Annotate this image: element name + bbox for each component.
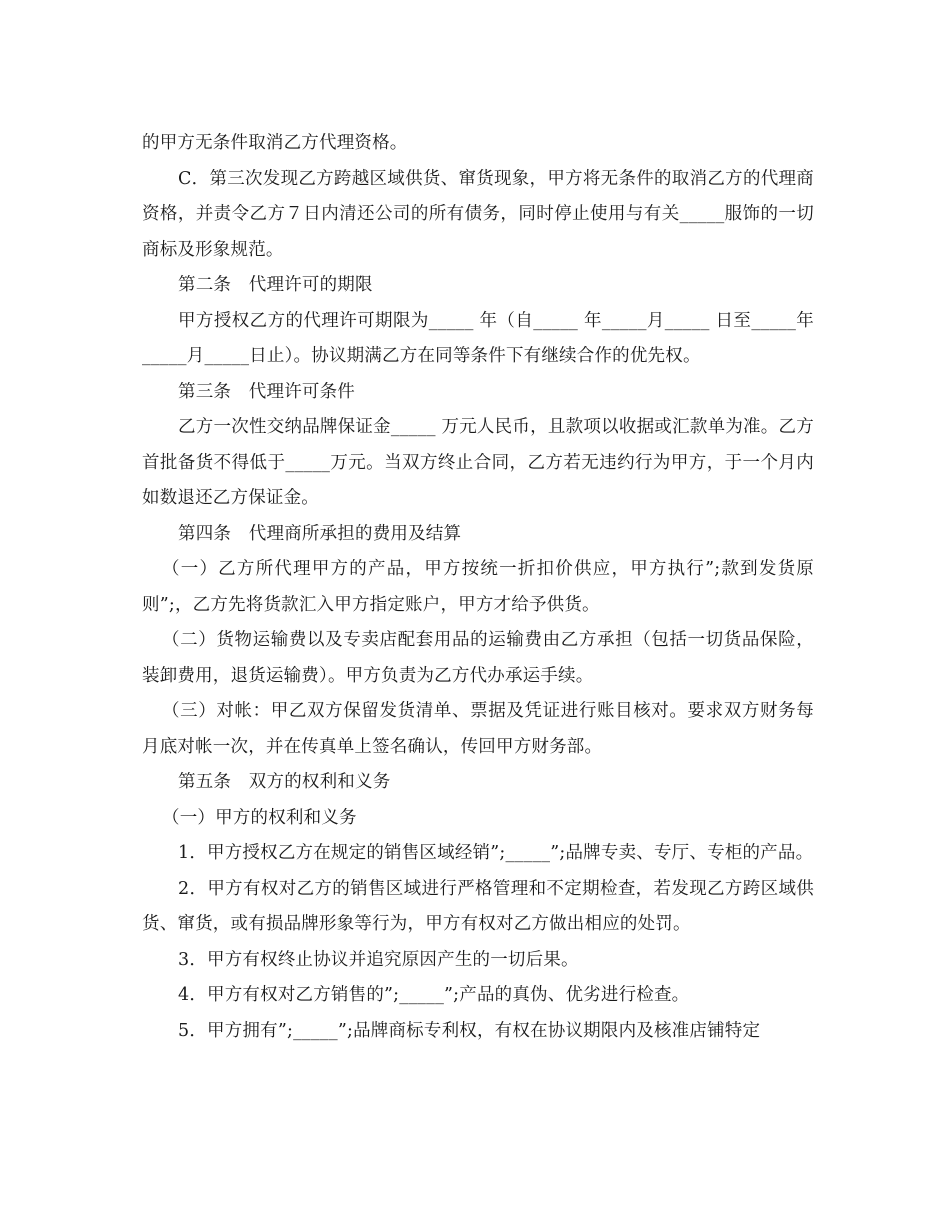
article-5-heading: 第五条 双方的权利和义务 [178, 772, 391, 792]
document-body [142, 126, 814, 1049]
paragraph-license-conditions: 乙方一次性交纳品牌保证金_____ 万元人民币，且款项以收据或汇款单为准。乙方首批备货不得低于_____万元。当双方终止合同，乙方若无违约行为甲方，于一个月内如数退还乙方保证金。 [142, 417, 814, 508]
list-item-1: 1．甲方授权乙方在规定的销售区域经销”;_____”;品牌专卖、专厅、专柜的产品。 [178, 843, 814, 863]
section-party-a-heading: （一）甲方的权利和义务 [162, 807, 357, 828]
list-item-4: 4．甲方有权对乙方销售的”;_____”;产品的真伪、优劣进行检查。 [178, 985, 690, 1005]
paragraph-clause-c: C．第三次发现乙方跨越区域供货、窜货现象，甲方将无条件的取消乙方的代理商资格，并责令乙方７日内清还公司的所有债务，同时停止使用与有关_____服饰的一切商标及形象规范。 [142, 168, 814, 260]
list-item-3: 3．甲方有权终止协议并追究原因产生的一切后果。 [178, 949, 579, 970]
list-item-5: 5．甲方拥有”;_____”;品牌商标专利权，有权在协议期限内及核准店铺特定 [178, 1020, 761, 1041]
paragraph-license-term: 甲方授权乙方的代理许可期限为_____ 年（自_____ 年_____月_____ 日至_____年_____月_____日止）。协议期满乙方在同等条件下有继续合作的优先权。 [142, 310, 814, 366]
paragraph-item-1: （一）乙方所代理甲方的产品，甲方按统一折扣价供应，甲方执行”;款到发货原则”;，乙方先将货款汇入甲方指定账户，甲方才给予供货。 [142, 559, 814, 615]
list-item-2: 2．甲方有权对乙方的销售区域进行严格管理和不定期检查，若发现乙方跨区域供货、窜货，或有损品牌形象等行为，甲方有权对乙方做出相应的处罚。 [142, 878, 814, 934]
article-4-heading: 第四条 代理商所承担的费用及结算 [178, 523, 462, 544]
paragraph-continuation: 的甲方无条件取消乙方代理资格。 [142, 133, 408, 153]
article-3-heading: 第三条 代理许可条件 [178, 381, 355, 402]
article-2-heading: 第二条 代理许可的期限 [178, 275, 373, 295]
paragraph-item-3: （三）对帐：甲乙双方保留发货清单、票据及凭证进行账目核对。要求双方财务每月底对帐一次，并在传真单上签名确认，传回甲方财务部。 [142, 701, 814, 757]
paragraph-item-2: （二）货物运输费以及专卖店配套用品的运输费由乙方承担（包括一切货品保险，装卸费用，退货运输费）。甲方负责为乙方代办承运手续。 [142, 630, 814, 686]
